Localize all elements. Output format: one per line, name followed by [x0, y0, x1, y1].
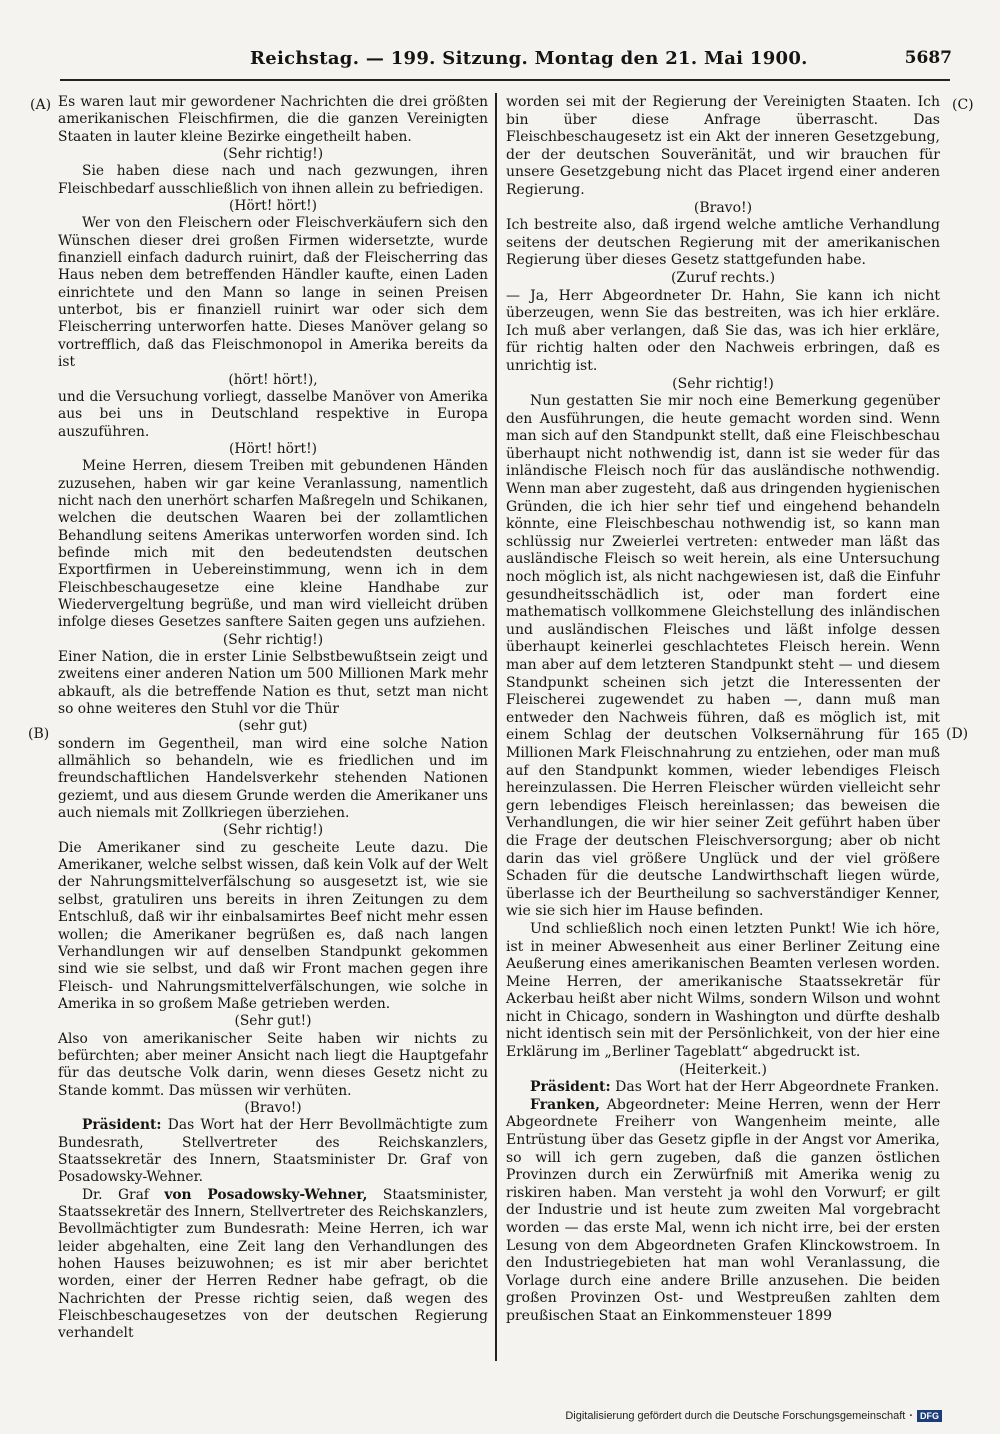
- interjection: (hört! hört!),: [228, 371, 318, 388]
- interjection: (Bravo!): [244, 1099, 302, 1116]
- right-column: [506, 94, 940, 1326]
- interjection: (Sehr richtig!): [222, 822, 324, 839]
- paragraph: Die Amerikaner sind zu gescheite Leute dazu. Die Amerikaner, welche selbst wissen, daß kein Volk auf der Welt der Nahrungsmittelverfälschung so ausgesetzt ist, wie sie selbst, gratuliren uns bereits in ihren Zeitungen zu dem Entschluß, daß wir ihr einbalsamirtes Beef nicht mehr essen wollen; die Amerikaner begrüßen es, daß nach langen Verhandlungen wir auf denselben Standpunkt gekommen sind wie sie selbst, und daß wir Front machen gegen ihre Fleisch- und Nahrungsmittelverfälschungen, wie solche in Amerika in so großem Maße getrieben werden.: [58, 839, 488, 1012]
- interjection: (Hört! hört!): [228, 198, 318, 215]
- paragraph: [58, 1187, 488, 1343]
- paragraph: Wer von den Fleischern oder Fleischverkäufern sich den Wünschen dieser drei großen Firmen widersetzte, wurde finanziell einfach dadurch ruinirt, daß der Fleischerring das Haus neben dem betreffenden Händler kaufte, einen Laden einrichtete und den Mann so lange in seinen Preisen unterbot, bis er finanziell ruinirt war oder sich dem Fleischerring unterworfen hatte. Dieses Manöver gelang so vortrefflich, daß das Fleischmonopol in Amerika bereits da ist: [58, 215, 488, 371]
- interjection: (Sehr richtig!): [672, 375, 774, 392]
- margin-mark-c: (C): [952, 97, 974, 113]
- left-column: [58, 94, 488, 1343]
- speaker-prefix: Dr. Graf: [82, 1186, 165, 1203]
- interjection: (Sehr richtig!): [222, 631, 324, 648]
- paragraph: Einer Nation, die in erster Linie Selbstbewußtsein zeigt und zweitens einer anderen Nation um 500 Millionen Mark mehr abkauft, als die betreffende Nation es thut, setzt man nicht so ohne weiteres den Stuhl vor die Thür: [58, 649, 488, 718]
- interjection: (sehr gut): [238, 718, 308, 735]
- speaker-name: Franken,: [530, 1096, 600, 1113]
- dfg-logo: DFG: [917, 1410, 942, 1422]
- speech-text: Abgeordneter: Meine Herren, wenn der Herr Abgeordnete Freiherr von Wangenheim meinte, alle Entrüstung über das Gesetz gipfle in der Angst vor Amerika, so will ich gern zugeben, daß die ganzen östlichen Provinzen durch ein Zerwürfniß mit Amerika wenig zu riskiren haben. Man versteht ja wohl den Vorwurf; er gilt der Industrie und ist heute zum zweiten Mal vorgebracht worden — das erste Mal, wenn ich nicht irre, bei der ersten Lesung von dem Abgeordneten Grafen Klinckowstroem. In den Industriegebieten hat man wohl Veranlassung, die Vorlage durch eine andere Brille anzusehen. Die beiden großen Provinzen Ost- und Westpreußen zahlten dem preußischen Staat an Einkommensteuer 1899: [506, 1096, 940, 1324]
- paragraph: [506, 1097, 940, 1326]
- paragraph: Sie haben diese nach und nach gezwungen, ihren Fleischbedarf ausschließlich von ihnen allein zu befriedigen.: [58, 163, 488, 197]
- speech-text: Staatsminister, Staatssekretär des Innern, Stellvertreter des Reichskanzlers, Bevollmächtigter zum Bundesrath: Meine Herren, ich war leider abgehalten, eine Zeit lang den Verhandlungen des hohen Hauses beizuwohnen; es ist mir aber berichtet worden, einer der Herren Redner habe gefragt, ob die Nachrichten der Presse richtig seien, daß wegen des Fleischbeschaugesetzes von der deutschen Regierung verhandelt: [58, 1186, 488, 1342]
- paragraph: [58, 1117, 488, 1186]
- paragraph: Nun gestatten Sie mir noch eine Bemerkung gegenüber den Ausführungen, die heute gemacht worden sind. Wenn man sich auf den Standpunkt stellt, daß eine Fleischbeschau überhaupt nicht nothwendig ist, dann ist sie weder für das inländische Fleisch noch für das ausländische nothwendig. Wenn man aber zugesteht, daß aus dringenden hygienischen Gründen, die ich hier sehr tief und eingehend behandeln könnte, eine Fleischbeschau nothwendig ist, so kann man schlüssig nur Zweierlei vertreten: entweder man läßt das ausländische Fleisch so weit herein, als eine Untersuchung noch möglich ist, als nicht nachgewiesen ist, daß die Einfuhr gesundheitsschädlich ist, oder man fordert eine mathematisch vollkommene Gleichstellung des inländischen und ausländischen Fleisches und läßt infolge dessen überhaupt keinerlei geschlachtetes Fleisch herein. Wenn man aber auf dem letzteren Standpunkt steht — und diesem Standpunkt scheinen sich jetzt die Interessenten der Fleischerei zugewendet zu haben —, dann muß man entweder den Nachweis führen, daß es möglich ist, mit einem Schlag der deutschen Volksernährung für 165 Millionen Mark Fleischnahrung zu entziehen, oder man muß auf den Standpunkt kommen, wieder lebendiges Fleisch hereinzulassen. Die Herren Fleischer würden vielleicht sehr gern lebendiges Fleisch hereinlassen; das beweisen die Verhandlungen, die wir hier seiner Zeit geführt haben über die Frage der deutschen Fleischversorgung; aber ob nicht darin das viel größere Unglück und der viel größere Schaden für die deutsche Landwirthschaft liegen würde, überlasse ich der Beurtheilung so sachverständiger Kenner, wie sie sich hier im Hause befinden.: [506, 393, 940, 920]
- paragraph: worden sei mit der Regierung der Vereinigten Staaten. Ich bin über diese Anfrage überrascht. Das Fleischbeschaugesetz ist ein Akt der inneren Gesetzgebung, der der deutschen Souveränität, und wir brauchen für unsere Gesetzgebung nicht das Placet irgend einer anderen Regierung.: [506, 94, 940, 198]
- interjection: (Hört! hört!): [228, 440, 318, 457]
- running-header: Reichstag. — 199. Sitzung. Montag den 21. Mai 1900.: [250, 48, 808, 69]
- header-rule: [60, 79, 950, 81]
- paragraph: Also von amerikanischer Seite haben wir nichts zu befürchten; aber meiner Ansicht nach liegt die Hauptgefahr für das deutsche Volk darin, wenn dieses Gesetz nicht zu Stande kommt. Das müssen wir verhüten.: [58, 1030, 488, 1099]
- footer-text: Digitalisierung gefördert durch die Deutsche Forschungsgemeinschaft: [565, 1410, 906, 1422]
- interjection: (Sehr gut!): [234, 1013, 312, 1030]
- column-divider: [495, 93, 497, 1361]
- speaker-name: Präsident:: [82, 1117, 162, 1134]
- margin-mark-d: (D): [946, 726, 969, 742]
- paragraph: [506, 1079, 940, 1097]
- footer-credit: Digitalisierung gefördert durch die Deutsche Forschungsgemeinschaft · DFG: [565, 1410, 942, 1422]
- speaker-name: von Posadowsky-Wehner,: [164, 1186, 368, 1203]
- margin-mark-a: (A): [30, 97, 52, 113]
- paragraph: — Ja, Herr Abgeordneter Dr. Hahn, Sie kann ich nicht überzeugen, wenn Sie das bestreiten, was ich hier erkläre. Ich muß aber verlangen, daß Sie das, was ich hier erkläre, für richtig halten oder den Nachweis erbringen, daß es unrichtig ist.: [506, 287, 940, 374]
- paragraph: Meine Herren, diesem Treiben mit gebundenen Händen zuzusehen, haben wir gar keine Veranlassung, namentlich nicht nach den unerhört scharfen Maßregeln und Schikanen, welchen die deutschen Waaren bei der zollamtlichen Behandlung seitens Amerikas unterworfen worden sind. Ich befinde mich mit den bedeutendsten deutschen Exportfirmen in Uebereinstimmung, wenn ich in dem Fleischbeschaugesetze eine kleine Handhabe zur Wiedervergeltung begrüße, und man wird vielleicht drüben infolge dieses Gesetzes sanftere Saiten gegen uns aufziehen.: [58, 458, 488, 631]
- speaker-name: Präsident:: [530, 1079, 611, 1096]
- page-number: 5687: [904, 48, 952, 68]
- interjection: (Heiterkeit.): [679, 1061, 767, 1078]
- speech-text: Das Wort hat der Herr Abgeordnete Franken.: [610, 1079, 940, 1096]
- paragraph: Es waren laut mir gewordener Nachrichten die drei größten amerikanischen Fleischfirmen, die die ganzen Vereinigten Staaten in lauter kleine Bezirke eingetheilt haben.: [58, 94, 488, 145]
- interjection: (Sehr richtig!): [222, 146, 324, 163]
- speech-text: Das Wort hat der Herr Bevollmächtigte zum Bundesrath, Stellvertreter des Reichskanzlers, Staatssekretär des Innern, Staatsminister Dr. Graf von Posadowsky-Wehner.: [58, 1117, 488, 1186]
- margin-mark-b: (B): [28, 726, 50, 742]
- paragraph: Ich bestreite also, daß irgend welche amtliche Verhandlung seitens der deutschen Regierung mit der amerikanischen Regierung über dieses Gesetz stattgefunden habe.: [506, 217, 940, 269]
- interjection: (Bravo!): [693, 199, 753, 216]
- paragraph: und die Versuchung vorliegt, dasselbe Manöver von Amerika aus bei uns in Deutschland respektive in Europa auszuführen.: [58, 388, 488, 440]
- interjection: (Zuruf rechts.): [670, 269, 776, 286]
- paragraph: Und schließlich noch einen letzten Punkt! Wie ich höre, ist in meiner Abwesenheit aus einer Berliner Zeitung eine Aeußerung eines amerikanischen Beamten verlesen worden. Meine Herren, der amerikanische Staatssekretär für Ackerbau heißt aber nicht Wilms, sondern Wilson und wohnt nicht in Chicago, sondern in Washington und dürfte deshalb nicht identisch sein mit der Persönlichkeit, von der hier eine Erklärung im „Berliner Tageblatt“ abgedruckt ist.: [506, 920, 940, 1061]
- paragraph: sondern im Gegentheil, man wird eine solche Nation allmählich so behandeln, wie es friedlichen und im freundschaftlichen Handelsverkehr stehenden Nationen geziemt, und aus diesem Grunde werden die Amerikaner uns auch niemals mit Zollkriegen überziehen.: [58, 735, 488, 822]
